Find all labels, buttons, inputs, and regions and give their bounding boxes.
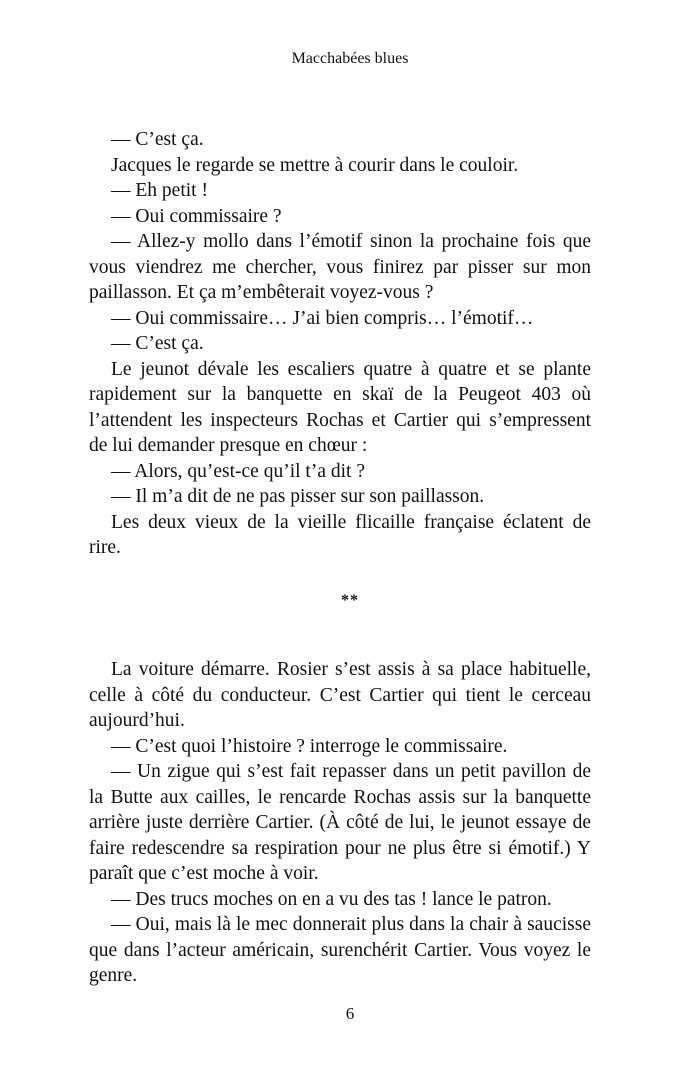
- paragraph: — Des trucs moches on en a vu des tas ! lance le patron.: [111, 888, 552, 910]
- paragraph: — Oui commissaire ?: [111, 205, 282, 227]
- paragraph: Jacques le regarde se mettre à courir dans le couloir.: [111, 154, 519, 176]
- page-number: 6: [345, 1004, 355, 1023]
- text-section-1: [89, 127, 591, 561]
- paragraph: — Oui commissaire… J’ai bien compris… l’émotif…: [111, 307, 534, 329]
- section-separator: **: [341, 592, 359, 609]
- paragraph: — Oui, mais là le mec donnerait plus dans la chair à saucisse que dans l’acteur américain, surenchérit Cartier. Vous voyez le genre.: [89, 914, 591, 986]
- paragraph: — Un zigue qui s’est fait repasser dans un petit pavillon de la Butte aux cailles, le rencarde Rochas assis sur la banquette arrière juste derrière Cartier. (À côté de lui, le jeunot essaye de faire redescendre sa respiration pour ne plus être si émotif.) Y paraît que c’est moche à voir.: [89, 761, 591, 884]
- paragraph: — C’est ça.: [111, 333, 204, 354]
- paragraph: — Il m’a dit de ne pas pisser sur son paillasson.: [111, 486, 485, 507]
- paragraph: La voiture démarre. Rosier s’est assis à sa place habituelle, celle à côté du conducteur. C’est Cartier qui tient le cerceau aujourd’hui.: [89, 659, 591, 731]
- paragraph: — C’est ça.: [111, 129, 204, 150]
- paragraph: — Alors, qu’est-ce qu’il t’a dit ?: [111, 460, 365, 482]
- running-header: Macchabées blues: [291, 50, 409, 67]
- paragraph: Les deux vieux de la vieille flicaille française éclatent de rire.: [89, 511, 591, 558]
- paragraph: — C’est quoi l’histoire ? interroge le commissaire.: [111, 735, 508, 757]
- paragraph: Le jeunot dévale les escaliers quatre à quatre et se plante rapidement sur la banquette en skaï de la Peugeot 403 où l’attendent les inspecteurs Rochas et Cartier qui s’empressent de lui demander presque en chœur :: [89, 358, 591, 456]
- text-section-2: [89, 657, 591, 989]
- paragraph: — Eh petit !: [111, 180, 208, 201]
- paragraph: — Allez-y mollo dans l’émotif sinon la prochaine fois que vous viendrez me chercher, vous finirez par pisser sur mon paillasson. Et ça m’embêterait voyez-vous ?: [89, 231, 591, 303]
